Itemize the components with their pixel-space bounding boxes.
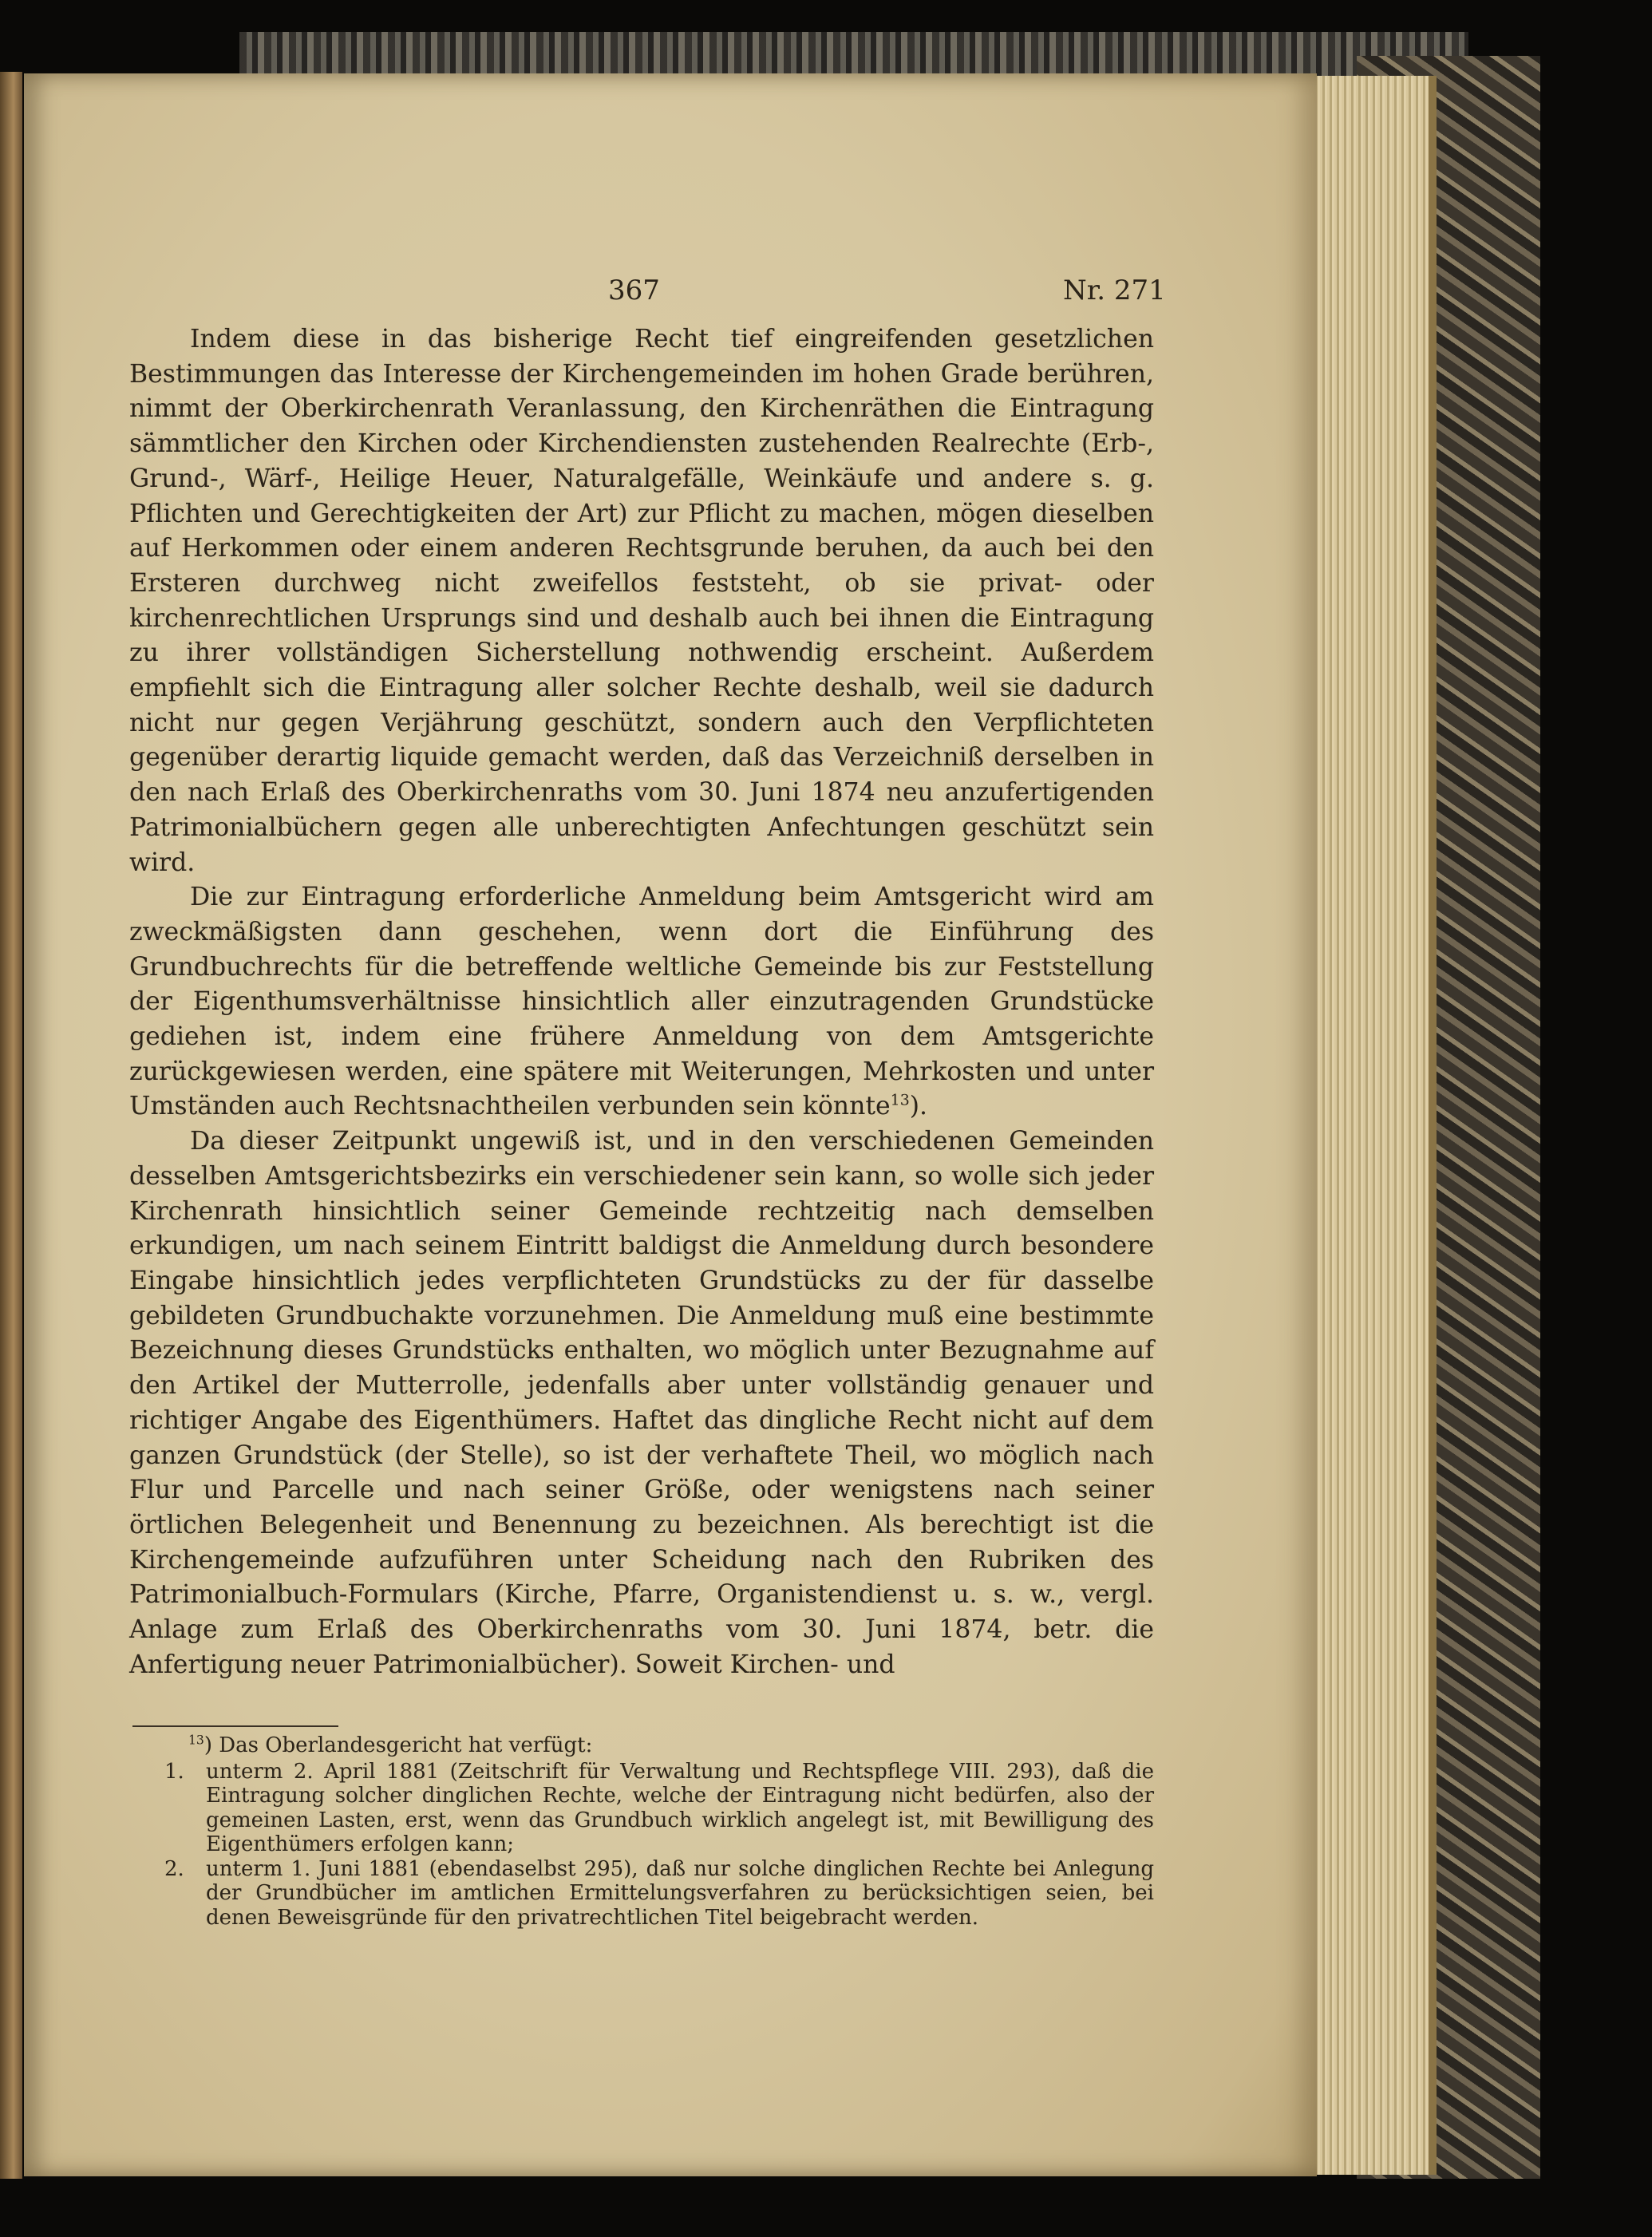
footnote-reference: 13 <box>890 1091 910 1109</box>
footnote-item <box>164 1857 1154 1931</box>
paragraph-3: Da dieser Zeitpunkt ungewiß ist, und in den verschiedenen Gemeinden desselben Amtsgerichtsbezirks ein verschiedener sein kann, so wolle sich jeder Kirchenrath hinsichtlich seiner Gemeinde rechtzeitig nach demselben erkundigen, um nach seinem Eintritt baldigst die Anmeldung durch besondere Eingabe hinsichtlich jedes verpflichteten Grundstücks zu der für dasselbe gebildeten Grundbuchakte vorzunehmen. Die Anmeldung muß eine bestimmte Bezeichnung dieses Grundstücks enthalten, wo möglich unter Bezugnahme auf den Artikel der Mutterrolle, jedenfalls aber unter vollständig genauer und richtiger Angabe des Eigenthümers. Haftet das dingliche Recht nicht auf dem ganzen Grundstück (der Stelle), so ist der verhaftete Theil, wo möglich nach Flur und Parcelle und nach seiner Größe, oder wenigstens nach seiner örtlichen Belegenheit und Benennung zu bezeichnen. Als berechtigt ist die Kirchengemeinde aufzuführen unter Scheidung nach den Rubriken des Patrimonialbuch-Formulars (Kirche, Pfarre, Organistendienst u. s. w., vergl. Anlage zum Erlaß des Oberkirchenraths vom 30. Juni 1874, betr. die Anfertigung neuer Patrimonialbücher). Soweit Kirchen- und <box>129 1127 1154 1679</box>
document-number: Nr. 271 <box>1063 275 1166 306</box>
book-page <box>24 73 1317 2176</box>
paragraph-1: Indem diese in das bisherige Recht tief eingreifenden gesetzlichen Bestimmungen das Interesse der Kirchengemeinden im hohen Grade berühren, nimmt der Oberkirchenrath Veranlassung, den Kirchenräthen die Eintragung sämmtlicher den Kirchen oder Kirchendiensten zustehenden Realrechte (Erb-, Grund-, Wärf-, Heilige Heuer, Naturalgefälle, Weinkäufe und andere s. g. Pflichten und Gerechtigkeiten der Art) zur Pflicht zu machen, mögen dieselben auf Herkommen oder einem anderen Rechtsgrunde beruhen, da auch bei den Ersteren durchweg nicht zweifellos feststeht, ob sie privat- oder kirchenrechtlichen Ursprungs sind und deshalb auch bei ihnen die Eintragung zu ihrer vollständigen Sicherstellung nothwendig erscheint. Außerdem empfiehlt sich die Eintragung aller solcher Rechte deshalb, weil sie dadurch nicht nur gegen Verjährung geschützt, sondern auch den Verpflichteten gegenüber derartig liquide gemacht werden, daß das Verzeichniß derselben in den nach Erlaß des Oberkirchenraths vom 30. Juni 1874 neu anzufertigenden Patrimonialbüchern gegen alle unberechtigten Anfechtungen geschützt sein wird. <box>129 325 1154 877</box>
paragraph-2-text: Die zur Eintragung erforderliche Anmeldung beim Amtsgericht wird am zweckmäßigsten dann geschehen, wenn dort die Einführung des Grundbuchrechts für die betreffende weltliche Gemeinde bis zur Feststellung der Eigenthumsverhältnisse hinsichtlich aller einzutragenden Grundstücke gediehen ist, indem eine frühere Anmeldung von dem Amtsgerichte zurückgewiesen werden, eine spätere mit Weiterungen, Mehrkosten und unter Umständen auch Rechtsnachtheilen verbunden sein könnte <box>129 883 1154 1121</box>
footnote-item <box>164 1760 1154 1857</box>
footnote-item-text: unterm 2. April 1881 (Zeitschrift für Verwaltung und Rechtspflege VIII. 293), daß die Eintragung solcher dinglichen Rechte, welche der Eintragung nicht bedürfen, also der gemeinen Lasten, erst, wenn das Grundbuch wirklich angelegt ist, mit Bewilligung des Eigenthümers erfolgen kann; <box>206 1759 1154 1856</box>
footnote-head <box>188 1733 1154 1758</box>
footnote-item-number: 2. <box>164 1856 184 1881</box>
left-page-edge <box>0 72 22 2179</box>
body-text <box>129 322 1154 1682</box>
footnote-item-text: unterm 1. Juni 1881 (ebendaselbst 295), daß nur solche dinglichen Rechte bei Anlegung der Grundbücher im amtlichen Ermittelungsverfahren zu berücksichtigen seien, bei denen Beweisgründe für den privatrechtlichen Titel beigebracht werden. <box>206 1856 1154 1930</box>
footnote-divider <box>132 1725 338 1727</box>
page-number: 367 <box>608 275 660 306</box>
footnote-reference-tail: ). <box>909 1092 928 1121</box>
footnote-item-number: 1. <box>164 1759 184 1784</box>
paragraph-2 <box>129 880 1154 1124</box>
footnote <box>164 1733 1154 1930</box>
footnote-list <box>164 1760 1154 1931</box>
footnote-head-text: ) Das Oberlandesgericht hat verfügt: <box>204 1733 593 1757</box>
footnote-marker: 13 <box>188 1733 204 1748</box>
